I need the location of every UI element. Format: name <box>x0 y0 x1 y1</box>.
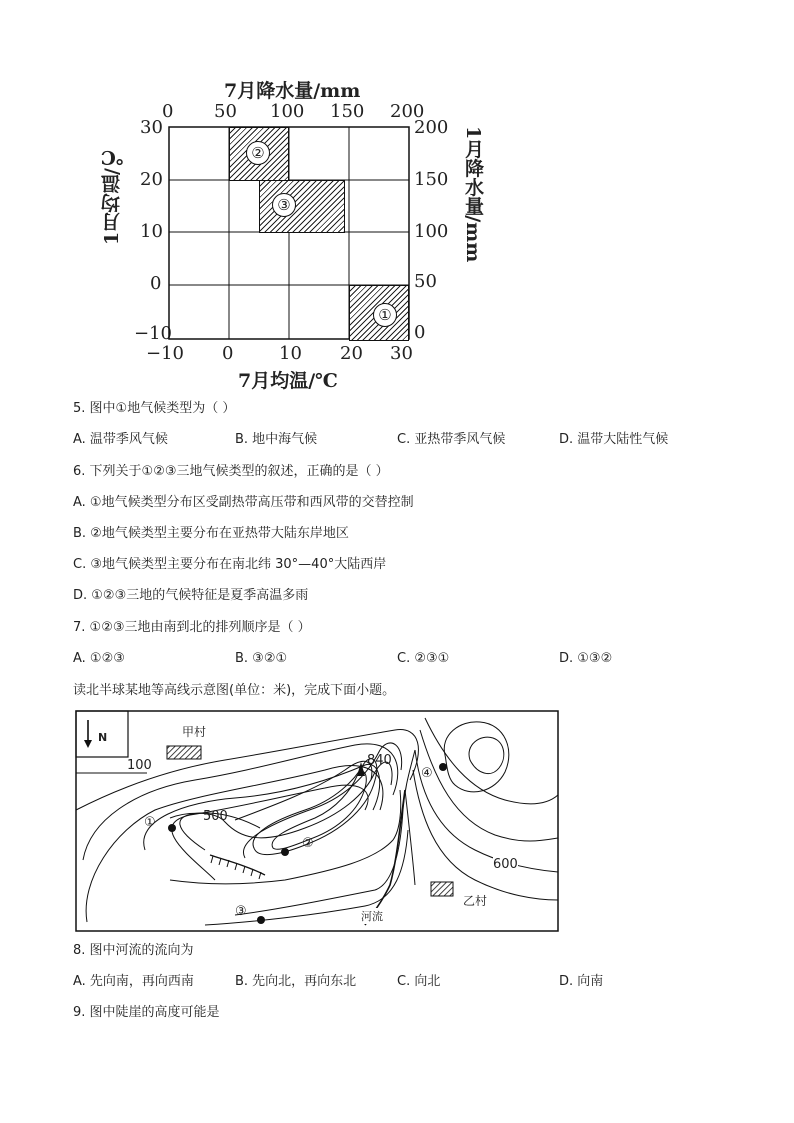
point-2-label: ② <box>302 836 314 851</box>
question-9-stem: 9. 图中陡崖的高度可能是 <box>73 1005 220 1020</box>
q5-option-b[interactable]: B. 地中海气候 <box>235 432 318 447</box>
marker-3: ③ <box>272 193 296 217</box>
bottom-tick: 30 <box>390 343 413 364</box>
q8-option-c[interactable]: C. 向北 <box>397 974 441 989</box>
left-tick: 30 <box>140 117 163 138</box>
bottom-tick: 0 <box>222 343 234 364</box>
right-tick: 200 <box>414 117 449 138</box>
top-tick: 150 <box>330 101 365 122</box>
q6-option-c[interactable]: C. ③地气候类型主要分布在南北纬 30°—40°大陆西岸 <box>73 557 387 572</box>
left-tick: 20 <box>140 169 163 190</box>
q8-option-b[interactable]: B. 先向北，再向东北 <box>235 974 357 989</box>
bottom-tick: 10 <box>279 343 302 364</box>
contour-840-label: 840 <box>367 753 392 768</box>
q8-option-a[interactable]: A. 先向南，再向西南 <box>73 974 194 989</box>
left-tick: 10 <box>140 221 163 242</box>
q5-option-a[interactable]: A. 温带季风气候 <box>73 432 168 447</box>
point-1-label: ① <box>144 815 156 830</box>
q8-option-d[interactable]: D. 向南 <box>559 974 604 989</box>
q5-option-c[interactable]: C. 亚热带季风气候 <box>397 432 506 447</box>
q7-option-a[interactable]: A. ①②③ <box>73 651 125 666</box>
contour-100-label: 100 <box>127 758 152 773</box>
q7-option-b[interactable]: B. ③②① <box>235 651 288 666</box>
point-3-label: ③ <box>235 904 247 919</box>
q6-option-d[interactable]: D. ①②③三地的气候特征是夏季高温多雨 <box>73 588 309 603</box>
right-tick: 0 <box>414 322 426 343</box>
q7-option-c[interactable]: C. ②③① <box>397 651 450 666</box>
top-tick: 100 <box>270 101 305 122</box>
contour-500-label: 500 <box>203 809 228 824</box>
contour-600-label: 600 <box>493 857 518 872</box>
q6-option-b[interactable]: B. ②地气候类型主要分布在亚热带大陆东岸地区 <box>73 526 349 541</box>
right-tick: 100 <box>414 221 449 242</box>
bottom-tick: 20 <box>340 343 363 364</box>
top-tick: 50 <box>214 101 237 122</box>
left-tick: −10 <box>134 323 172 344</box>
village-jia-label: 甲村 <box>182 725 207 739</box>
chart-title-top: 7月降水量/mm <box>224 80 361 102</box>
village-yi-label: 乙村 <box>463 894 488 908</box>
right-axis-label: 1月降水量/mm <box>462 126 484 263</box>
question-5-stem: 5. 图中①地气候类型为（ ） <box>73 401 236 416</box>
marker-2: ② <box>246 141 270 165</box>
right-tick: 50 <box>414 271 437 292</box>
point-4-label: ④ <box>421 766 433 781</box>
question-7-stem: 7. ①②③三地由南到北的排列顺序是（ ） <box>73 620 311 635</box>
question-8-stem: 8. 图中河流的流向为 <box>73 943 194 958</box>
q7-option-d[interactable]: D. ①③② <box>559 651 613 666</box>
top-tick: 200 <box>390 101 425 122</box>
section-intro: 读北半球某地等高线示意图(单位：米)，完成下面小题。 <box>73 683 396 698</box>
river-label: 河流 <box>361 910 383 923</box>
q5-option-d[interactable]: D. 温带大陆性气候 <box>559 432 669 447</box>
q6-option-a[interactable]: A. ①地气候类型分布区受副热带高压带和西风带的交替控制 <box>73 495 414 510</box>
marker-1: ① <box>373 303 397 327</box>
top-tick: 0 <box>162 101 174 122</box>
contour-map <box>75 710 559 932</box>
left-tick: 0 <box>150 273 162 294</box>
chart-title-bottom: 7月均温/℃ <box>238 370 338 392</box>
bottom-tick: −10 <box>146 343 184 364</box>
north-label: N <box>98 731 108 744</box>
left-axis-label: 1月均温/℃ <box>101 146 123 246</box>
right-tick: 150 <box>414 169 449 190</box>
question-6-stem: 6. 下列关于①②③三地气候类型的叙述，正确的是（ ） <box>73 464 389 479</box>
